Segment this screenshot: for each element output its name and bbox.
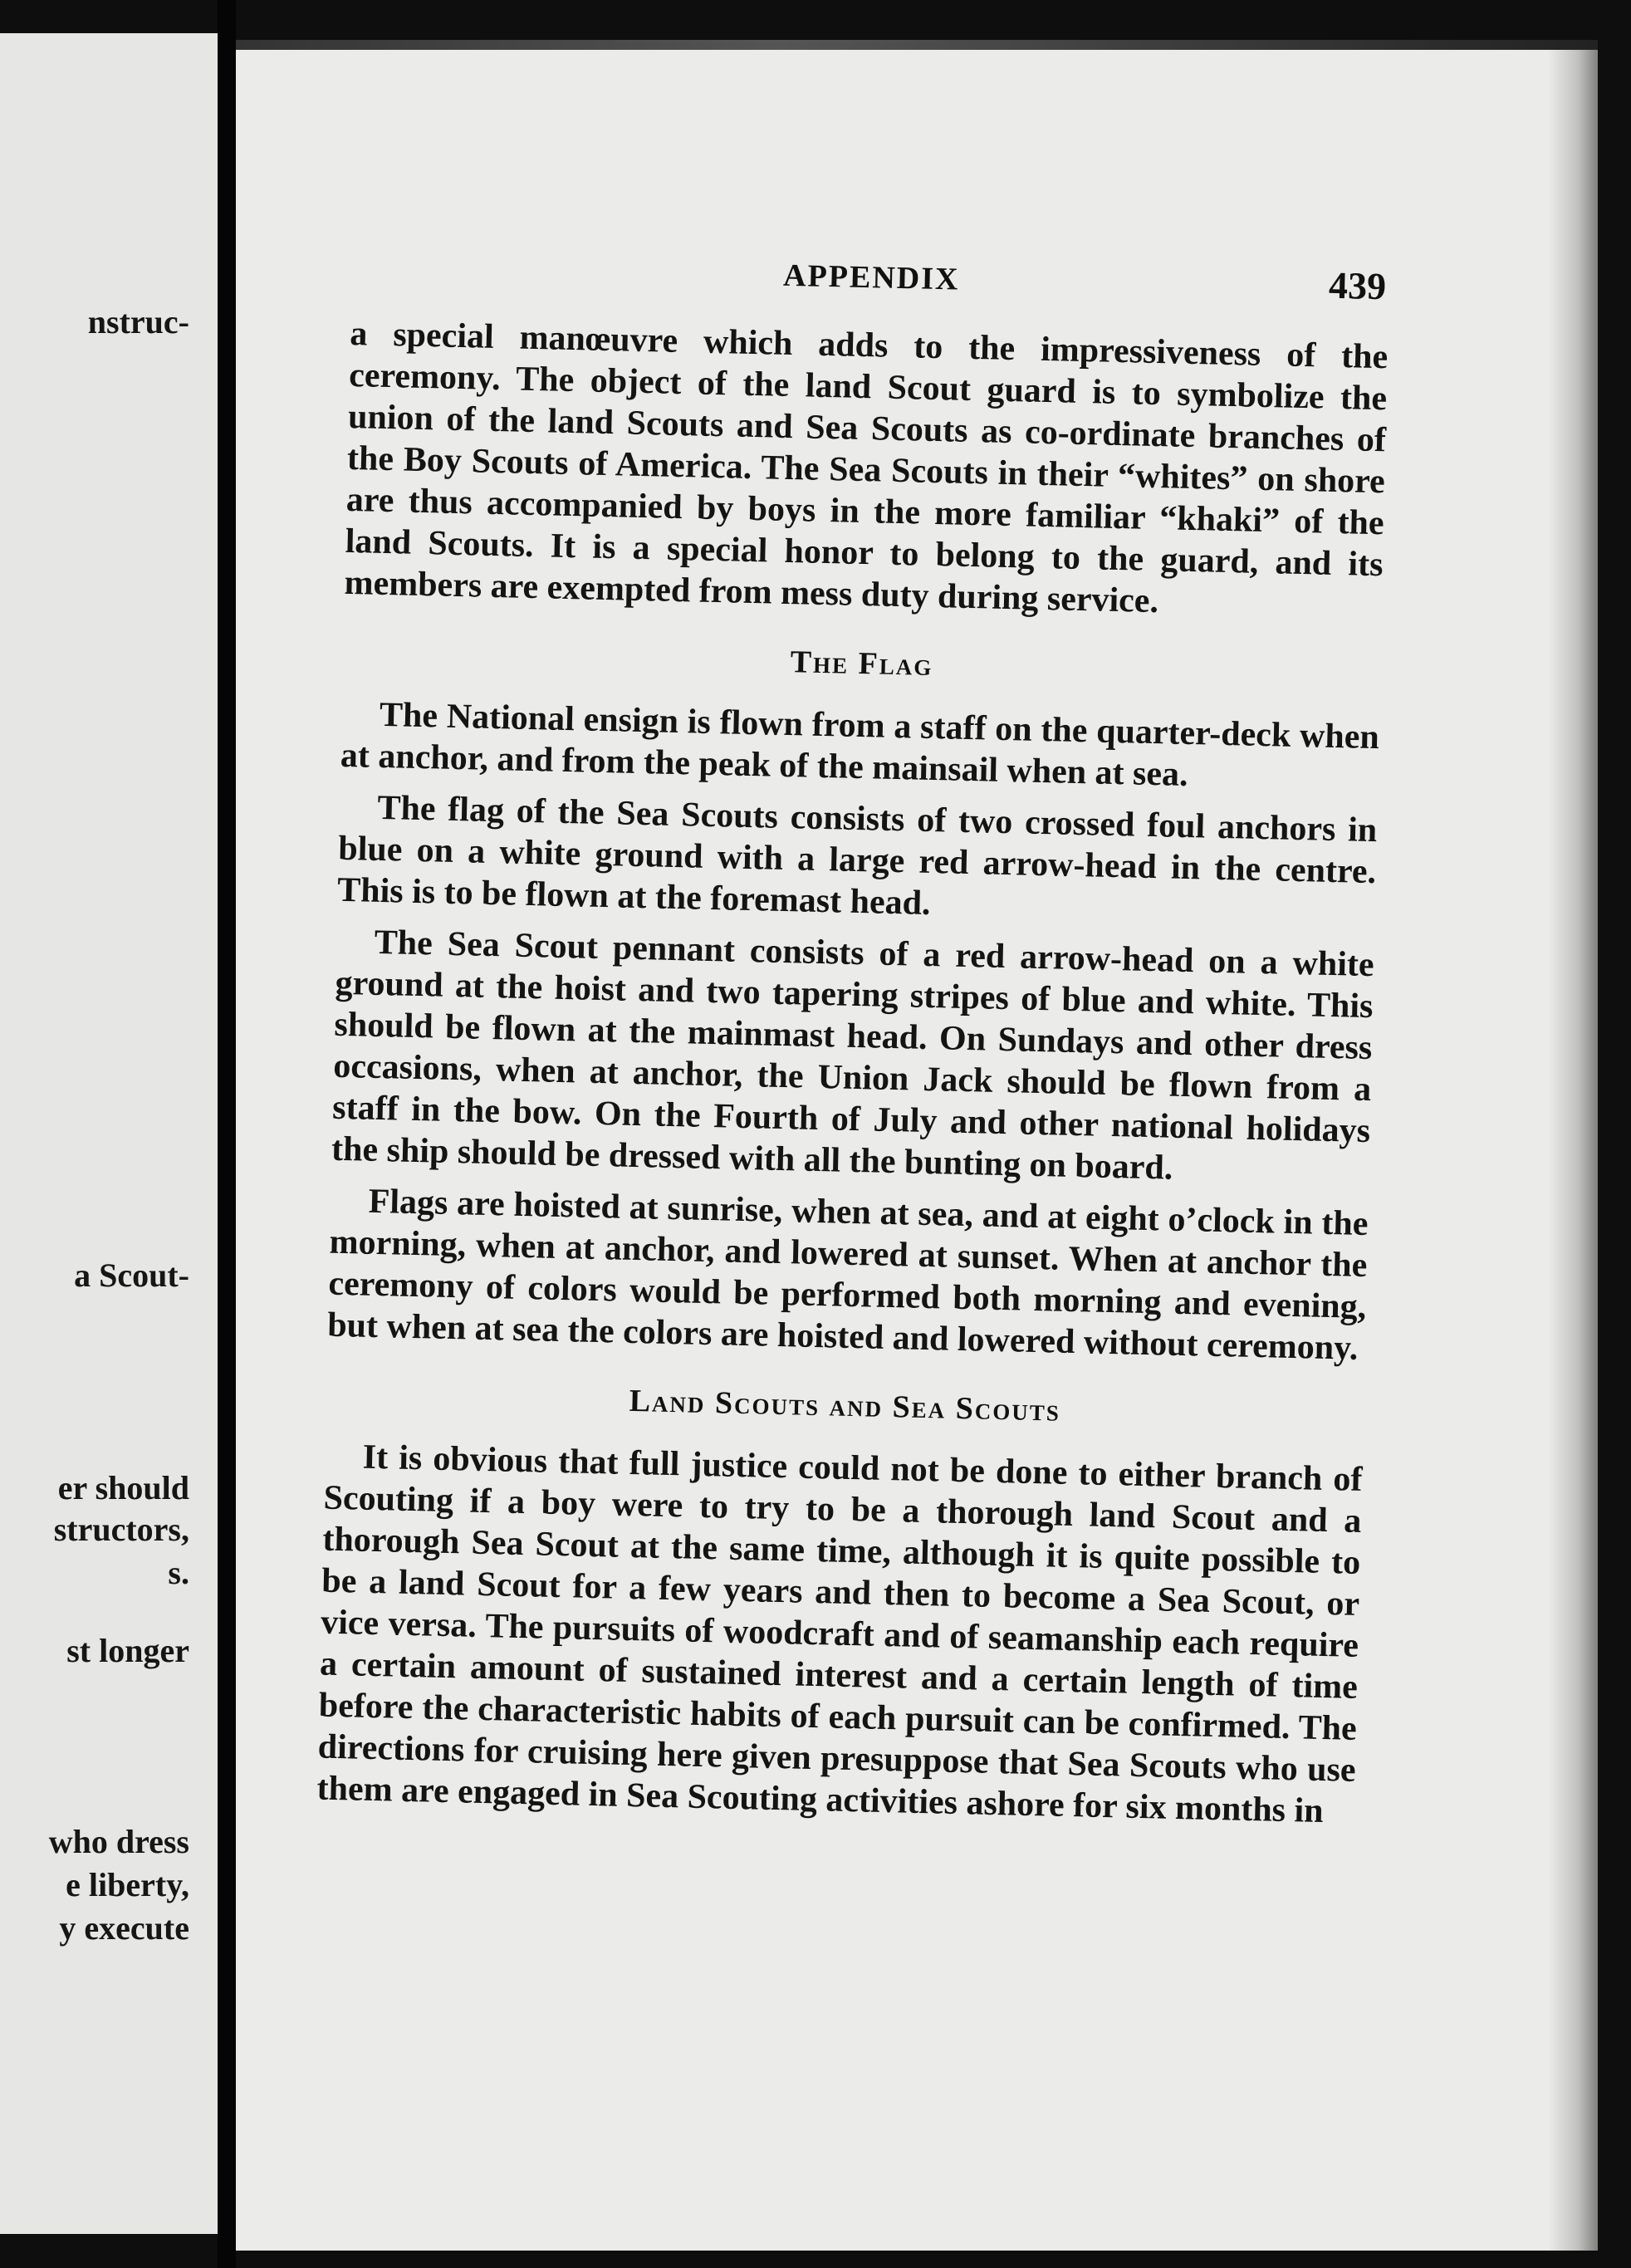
- book-gutter: [218, 0, 236, 2268]
- left-facing-page: [0, 33, 218, 2234]
- left-fragment: who dress: [48, 1823, 189, 1860]
- left-fragment: a Scout-: [74, 1256, 189, 1294]
- left-fragment: e liberty,: [66, 1866, 189, 1903]
- left-fragment: structors,: [53, 1511, 189, 1548]
- left-fragment: nstruc-: [87, 303, 189, 340]
- running-title: APPENDIX: [782, 257, 960, 297]
- page-text-block: [316, 241, 1390, 1833]
- section-heading-flag: The Flag: [790, 644, 933, 683]
- section-heading-land-sea: Land Scouts and Sea Scouts: [629, 1383, 1061, 1428]
- running-head: [351, 241, 1390, 308]
- intro-paragraph: a special manœuvre which adds to the impressiveness of the ceremony. The object of the land Scout guard is to symbolize the union of the land Scouts and Sea Scouts as co-ordinate branches of the Boy Scouts of America. The Sea Scouts in their “whites” on shore are thus accompanied by boys in the more familiar “khaki” of the land Scouts. It is a special honor to belong to the guard, and its members are exempted from mess duty during service.: [344, 314, 1389, 621]
- left-fragment: er should: [57, 1469, 189, 1506]
- flag-paragraph: The National ensign is flown from a staff on the quarter-deck when at anchor, and from the peak of the mainsail when at sea.: [340, 695, 1380, 794]
- right-page: [236, 50, 1598, 2251]
- left-fragment: s.: [168, 1554, 189, 1591]
- page-edge-shadow: [1548, 50, 1598, 2251]
- flag-paragraph: Flags are hoisted at sunrise, when at sea, and at eight o’clock in the morning, when at anchor, and lowered at sunset. When at anchor the ceremony of colors would be performed both morning and evening, but when at sea the colors are hoisted and lowered without ceremony.: [326, 1182, 1369, 1368]
- land-sea-paragraph: It is obvious that full justice could not be done to either branch of Scouting if a boy were to try to be a thorough land Scout and a thorough Sea Scout at the same time, although it is quite possible to be a land Scout for a few years and then to become a Sea Scout, or vice versa. The pursuits of woodcraft and of seamanship each require a certain amount of sustained interest and a certain length of time before the characteristic habits of each pursuit can be confirmed. The directions for cruising here given presuppose that Sea Scouts who use them are engaged in Sea Scouting activities ashore for six months in: [316, 1438, 1363, 1831]
- page-number: 439: [1328, 263, 1387, 308]
- left-fragment: st longer: [66, 1632, 189, 1669]
- flag-paragraph: The flag of the Sea Scouts consists of two crossed foul anchors in blue on a white ground with a large red arrow-head in the centre. This is to be flown at the foremast head.: [336, 788, 1378, 923]
- flag-paragraph: The Sea Scout pennant consists of a red arrow-head on a white ground at the hoist and two tapering stripes of blue and white. This should be flown at the mainmast head. On Sundays and other dress occasions, when at anchor, the Union Jack should be flown from a staff in the bow. On the Fourth of July and other national holidays the ship should be dressed with all the bunting on board.: [331, 923, 1375, 1188]
- left-fragment: y execute: [59, 1909, 189, 1947]
